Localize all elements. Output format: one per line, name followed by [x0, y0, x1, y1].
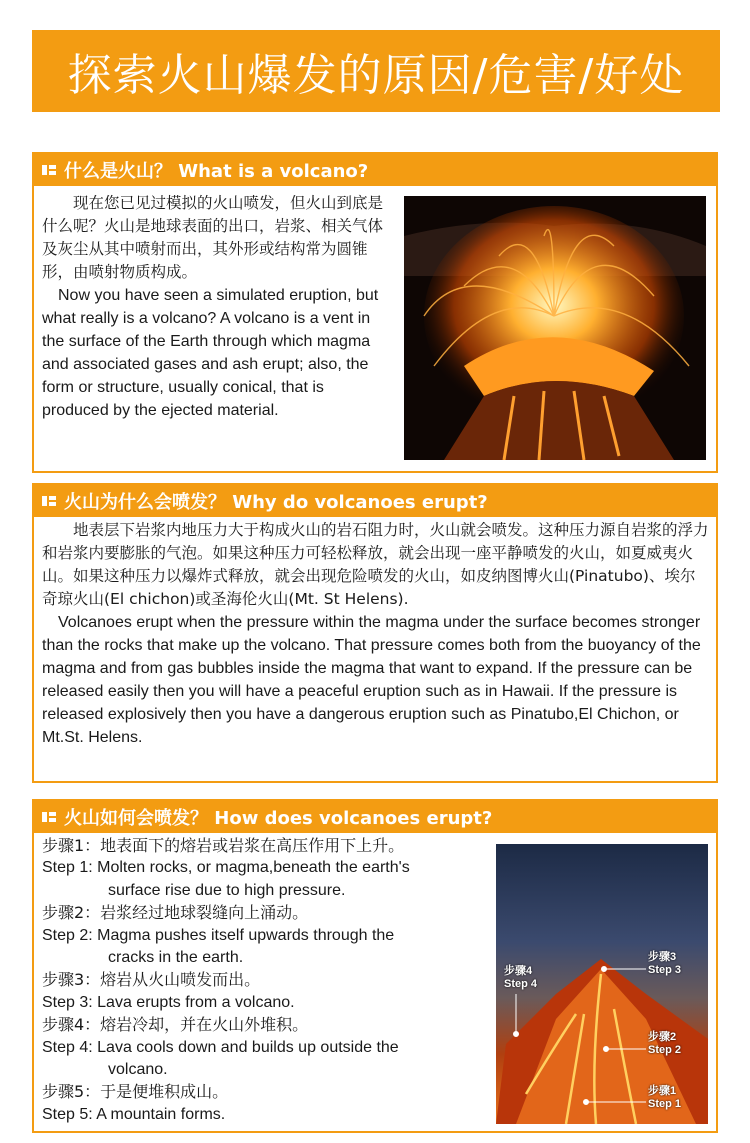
label-zh: 步骤2	[648, 1031, 677, 1043]
label-en: Step 3	[648, 964, 682, 976]
section-how-erupt	[32, 799, 718, 1133]
section-heading: 什么是火山？ What is a volcano?	[64, 161, 369, 182]
steps-list	[42, 835, 482, 1126]
step-2-en: Step 2: Magma pushes itself upwards through the	[42, 926, 395, 944]
section-header	[34, 801, 716, 833]
eruption-illustration	[404, 196, 706, 460]
step-3-en: Step 3: Lava erupts from a volcano.	[42, 993, 295, 1011]
step-4-en-cont: volcano.	[108, 1061, 168, 1079]
step-2-zh: 步骤2：岩浆经过地球裂缝向上涌动。	[42, 903, 309, 923]
step-1-en-cont: surface rise due to high pressure.	[108, 881, 346, 899]
paragraph-en: Volcanoes erupt when the pressure within the magma under the surface becomes stronger than the rocks that make up the volcano. That pressure comes both from the buoyancy of the magma and from gas bubbles inside the magma that want to expand. If the pressure can be released easily then you will have a peaceful eruption such as in Hawaii. If the pressure is released explosively then you have a dangerous eruption such as Pinatubo,El Chichon, or Mt.St. Helens.	[42, 614, 701, 746]
section-why-erupt	[32, 483, 718, 783]
diagram-label-step4	[504, 965, 537, 991]
section-text	[42, 192, 392, 422]
paragraph-zh: 地表层下岩浆内地压力大于构成火山的岩石阻力时，火山就会喷发。这种压力源自岩浆的浮力和岩浆内要膨胀的气泡。如果这种压力可轻松释放，就会出现一座平静喷发的火山，如夏威夷火山。如果这种压力以爆炸式释放，就会出现危险喷发的火山，如皮纳图博火山(Pinatubo)、埃尔奇琼火山(El chichon)或圣海伦火山(Mt. St Helens).	[42, 521, 709, 608]
eruption-steps-diagram	[496, 844, 708, 1124]
section-heading: 火山如何会喷发？ How does volcanoes erupt?	[64, 808, 493, 829]
step-4-zh: 步骤4：熔岩冷却，并在火山外堆积。	[42, 1015, 309, 1035]
step-5-en: Step 5: A mountain forms.	[42, 1105, 226, 1123]
label-en: Step 1	[648, 1098, 682, 1110]
section-what-is-volcano	[32, 152, 718, 473]
section-header	[34, 154, 716, 186]
paragraph-zh: 现在您已见过模拟的火山喷发，但火山到底是什么呢？火山是地球表面的出口，岩浆、相关气体及灰尘从其中喷射而出，其外形或结构常为圆锥形，由喷射物质构成。	[42, 194, 384, 281]
label-en: Step 2	[648, 1044, 682, 1056]
section-bullet-icon	[42, 495, 56, 507]
step-3-zh: 步骤3：熔岩从火山喷发而出。	[42, 970, 261, 990]
diagram-label-step1	[648, 1085, 681, 1111]
title-banner	[32, 30, 720, 112]
volcano-eruption-photo	[404, 196, 706, 460]
section-text	[42, 519, 710, 749]
paragraph-en: Now you have seen a simulated eruption, but what really is a volcano? A volcano is a vent in the surface of the Earth through which magma and associated gases and ash erupt; also, the form or structure, usually conical, that is produced by the ejected material.	[42, 287, 379, 419]
diagram-label-step2	[648, 1031, 681, 1057]
step-1-zh: 步骤1：地表面下的熔岩或岩浆在高压作用下上升。	[42, 836, 405, 855]
section-heading: 火山为什么会喷发？ Why do volcanoes erupt?	[64, 492, 488, 513]
section-bullet-icon	[42, 164, 56, 176]
label-zh: 步骤4	[504, 965, 533, 977]
diagram-label-step3	[648, 951, 681, 977]
page-title: 探索火山爆发的原因/危害/好处	[67, 50, 685, 101]
step-1-en: Step 1: Molten rocks, or magma,beneath the earth's	[42, 859, 410, 877]
label-en: Step 4	[504, 978, 538, 990]
label-zh: 步骤1	[648, 1085, 677, 1097]
step-2-en-cont: cracks in the earth.	[108, 949, 244, 967]
step-5-zh: 步骤5：于是便堆积成山。	[42, 1082, 229, 1102]
section-bullet-icon	[42, 811, 56, 823]
section-header	[34, 485, 716, 517]
step-4-en: Step 4: Lava cools down and builds up outside the	[42, 1038, 399, 1056]
label-zh: 步骤3	[648, 951, 677, 963]
